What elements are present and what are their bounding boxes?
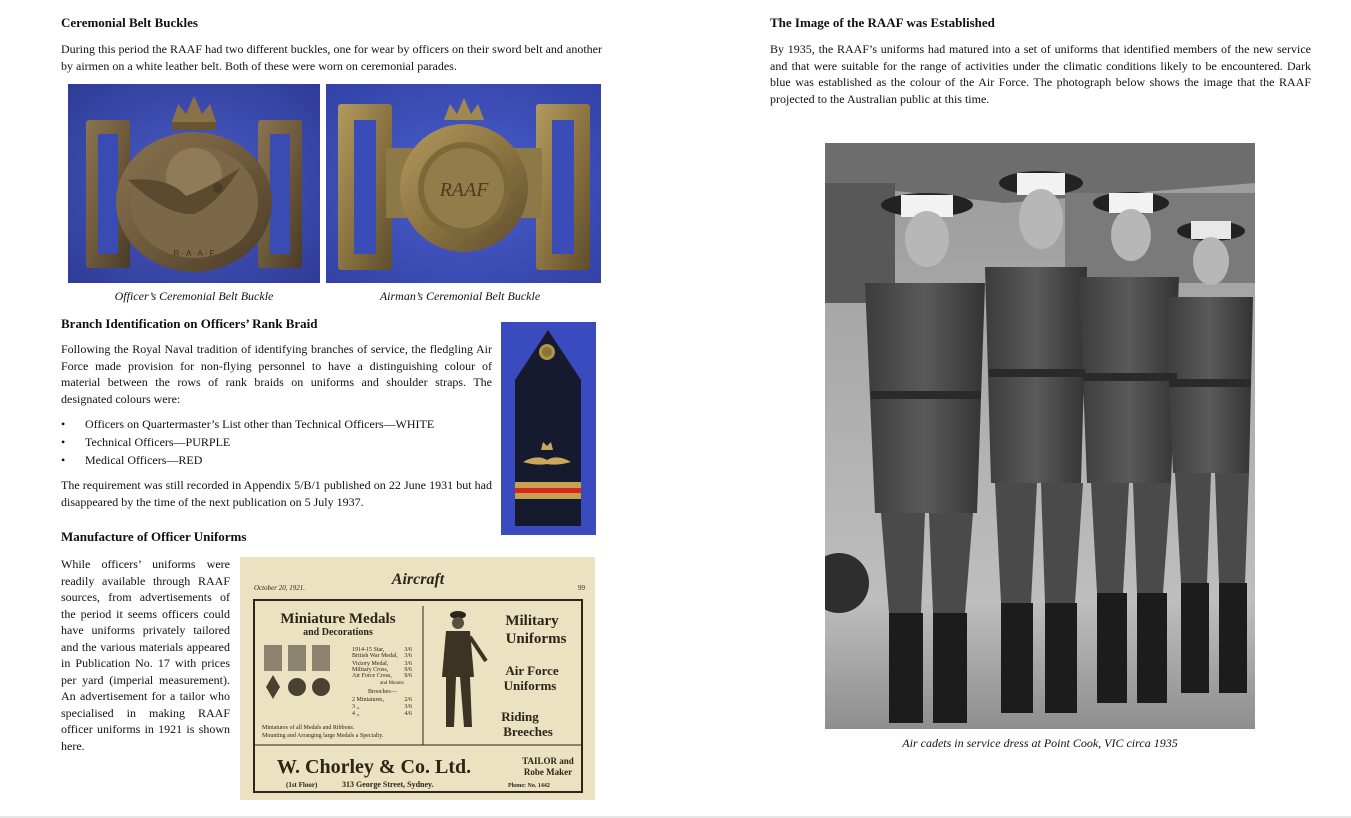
manufacture-paragraph: While officers’ uniforms were readily available through RAAF sources, from advertisements of the period it seems officers could have uniforms privately tailored and the various materials appeared in Publication No. 17 with prices per yard (imperial measurement). An advertisement for a tailor who specialised in making RAAF officer uniforms in 1921 is shown here.	[61, 557, 230, 753]
ad-phone: Phone: No. 1442	[508, 783, 550, 789]
airman-monogram: RAAF	[439, 179, 489, 201]
price-line: British War Medal,	[352, 653, 398, 659]
brooch-price: 3/6	[404, 704, 412, 710]
price-value: 3/6	[404, 653, 412, 659]
airman-buckle-photo	[326, 84, 601, 283]
ad-tailor: TAILOR and	[522, 756, 574, 766]
ad-airforce: Air Force	[505, 663, 559, 678]
brooch-price: 4/6	[404, 711, 412, 717]
caption-air-cadets: Air cadets in service dress at Point Cook, VIC circa 1935	[902, 736, 1178, 750]
ad-date: October 20, 1921.	[254, 584, 305, 592]
ad-masthead: Aircraft	[391, 571, 445, 588]
air-cadets-photo	[825, 143, 1255, 729]
ad-address: 313 George Street, Sydney.	[342, 780, 434, 789]
officer-badge-letters: R · A · A · F	[173, 249, 215, 258]
brooch-line: 4 ,,	[352, 711, 360, 717]
ad-note-2: Mounting and Arranging large Medals a Specialty.	[262, 733, 384, 739]
list-item: • Technical Officers—PURPLE	[61, 433, 434, 451]
branch-paragraph-2: The requirement was still recorded in Appendix 5/B/1 published on 22 June 1931 but had disappeared by the time of the next publication on 5 July 1937.	[61, 478, 492, 509]
ad-page-number: 99	[578, 584, 585, 592]
ad-robe-maker: Robe Maker	[523, 767, 573, 777]
ad-note-1: Miniatures of all Medals and Ribbons.	[262, 725, 355, 731]
branch-colour-list	[61, 415, 434, 469]
list-item: • Officers on Quartermaster’s List other than Technical Officers—WHITE	[61, 415, 434, 433]
brooch-price: 2/6	[404, 697, 412, 703]
ad-medals-subtitle: and Decorations	[303, 627, 373, 638]
ad-breeches: Breeches	[503, 724, 553, 739]
and-mounts: and Mounts	[380, 681, 404, 686]
ad-floor: (1st Floor)	[286, 781, 318, 789]
left-page	[0, 0, 675, 818]
right-page	[676, 0, 1351, 818]
ad-uniforms: Uniforms	[505, 631, 567, 647]
price-line: Military Cross,	[352, 667, 389, 673]
ad-riding: Riding	[501, 709, 539, 724]
caption-officer-buckle: Officer’s Ceremonial Belt Buckle	[114, 289, 274, 303]
ad-company-name: W. Chorley & Co. Ltd.	[276, 756, 472, 778]
brooches-label: Brooches—	[368, 689, 397, 695]
list-item: • Medical Officers—RED	[61, 451, 434, 469]
price-value: 9/6	[404, 673, 412, 679]
brooch-line: 3 ,,	[352, 704, 360, 710]
price-line: Air Force Cross,	[352, 673, 392, 679]
heading-branch-identification: Branch Identification on Officers’ Rank Braid	[61, 316, 318, 331]
shoulder-strap-photo	[501, 322, 596, 535]
heading-manufacture-officer-uniforms: Manufacture of Officer Uniforms	[61, 529, 247, 544]
brooch-line: 2 Miniatures,	[352, 697, 384, 703]
belt-paragraph: During this period the RAAF had two different buckles, one for wear by officers on their sword belt and another by airmen on a white leather belt. Both of these were worn on ceremonial parades.	[61, 42, 602, 73]
branch-paragraph: Following the Royal Naval tradition of identifying branches of service, the fledgling Air Force made provision for non-flying personnel to have a distinguishing colour of material between the rows of rank braids on uniforms and shoulder straps. The designated colours were:	[61, 342, 492, 406]
caption-airman-buckle: Airman’s Ceremonial Belt Buckle	[379, 289, 541, 303]
price-value: 9/6	[404, 667, 412, 673]
ad-uniforms-2: Uniforms	[503, 678, 557, 693]
price-value: 3/6	[404, 661, 412, 667]
heading-ceremonial-belt-buckles: Ceremonial Belt Buckles	[61, 15, 198, 30]
chorley-advertisement	[240, 557, 595, 800]
price-value: 3/6	[404, 647, 412, 653]
price-line: 1914-15 Star,	[352, 647, 385, 653]
ad-medals-title: Miniature Medals	[280, 611, 396, 627]
price-line: Victory Medal,	[352, 661, 389, 667]
image-paragraph: By 1935, the RAAF’s uniforms had matured into a set of uniforms that identified members of the new service and that were suitable for the range of activities under the climatic conditions likely to be encountered. Dark blue was established as the colour of the Air Force. The photograph below shows the image that the RAAF projected to the Australian public at this time.	[770, 42, 1311, 106]
heading-image-of-raaf: The Image of the RAAF was Established	[770, 15, 995, 30]
ad-military: Military	[505, 613, 559, 629]
officer-buckle-photo	[68, 84, 320, 283]
